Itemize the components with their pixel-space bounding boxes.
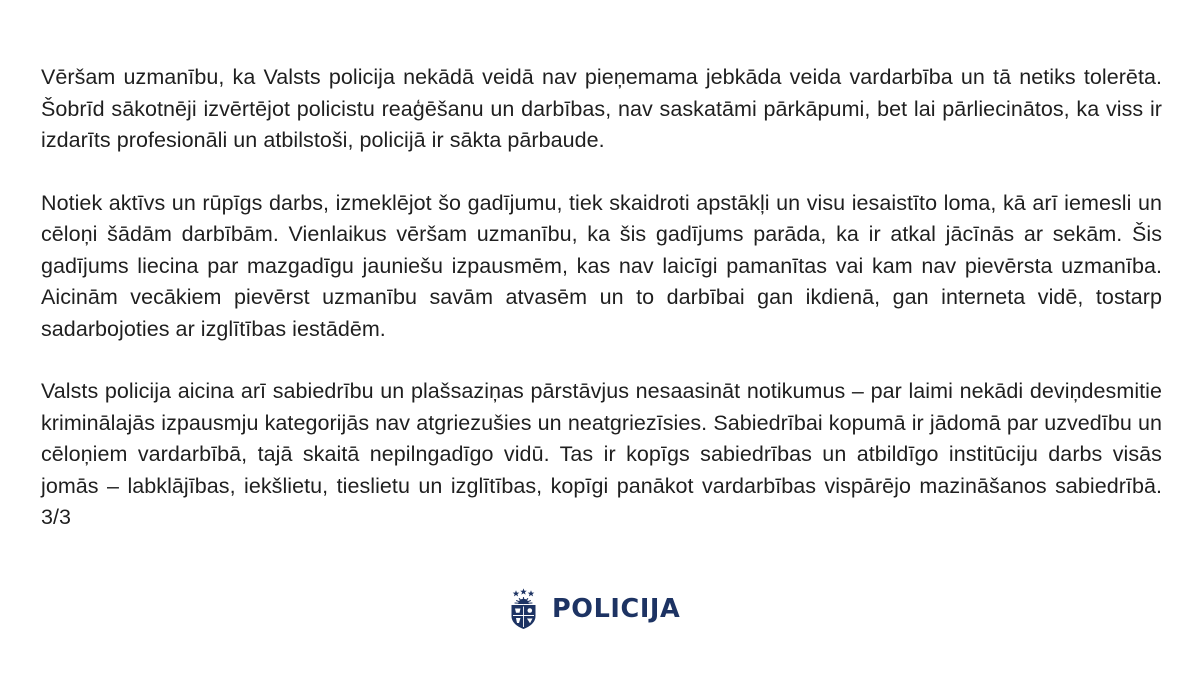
statement-paragraph-2: Notiek aktīvs un rūpīgs darbs, izmeklējot šo gadījumu, tiek skaidroti apstākļi un visu iesaistīto loma, kā arī iemesli un cēloņi šādām darbībām. Vienlaikus vēršam uzmanību, ka šis gadījums parāda, ka ir atkal jācīnās ar sekām. Šis gadījums liecina par mazgadīgu jauniešu izpausmēm, kas nav laicīgi pamanītas vai kam nav pievērsta uzmanība. Aicinām vecākiem pievērst uzmanību savām atvasēm un to darbībai gan ikdienā, gan interneta vidē, tostarp sadarbojoties ar izglītības iestādēm. bbox=[41, 190, 1162, 341]
police-crest-icon bbox=[508, 588, 539, 630]
statement-paragraph-1: Vēršam uzmanību, ka Valsts policija nekādā veidā nav pieņemama jebkāda veida vardarbība un tā netiks tolerēta. Šobrīd sākotnēji izvērtējot policistu reaģēšanu un darbības, nav saskatāmi pārkāpumi, bet lai pārliecinātos, ka viss ir izdarīts profesionāli un atbilstoši, policijā ir sākta pārbaude. bbox=[41, 65, 1162, 152]
statement-paragraph-3: Valsts policija aicina arī sabiedrību un plašsaziņas pārstāvjus nesaasināt notikumus – par laimi nekādi deviņdesmitie kriminālajās izpausmju kategorijās nav atgriezušies un neatgriezīsies. Sabiedrībai kopumā ir jādomā par uzvedību un cēloņiem vardarbībā, tajā skaitā nepilngadīgo vidū. Tas ir kopīgs sabiedrības un atbildīgo institūciju darbs visās jomās – labklājības, iekšlietu, tieslietu un izglītības, kopīgi panākot vardarbības vispārējo mazināšanos sabiedrībā. 3/3 bbox=[41, 379, 1162, 529]
logo-wordmark: POLICIJA bbox=[552, 594, 681, 624]
statement-text bbox=[41, 62, 1162, 534]
police-logo bbox=[508, 588, 680, 630]
